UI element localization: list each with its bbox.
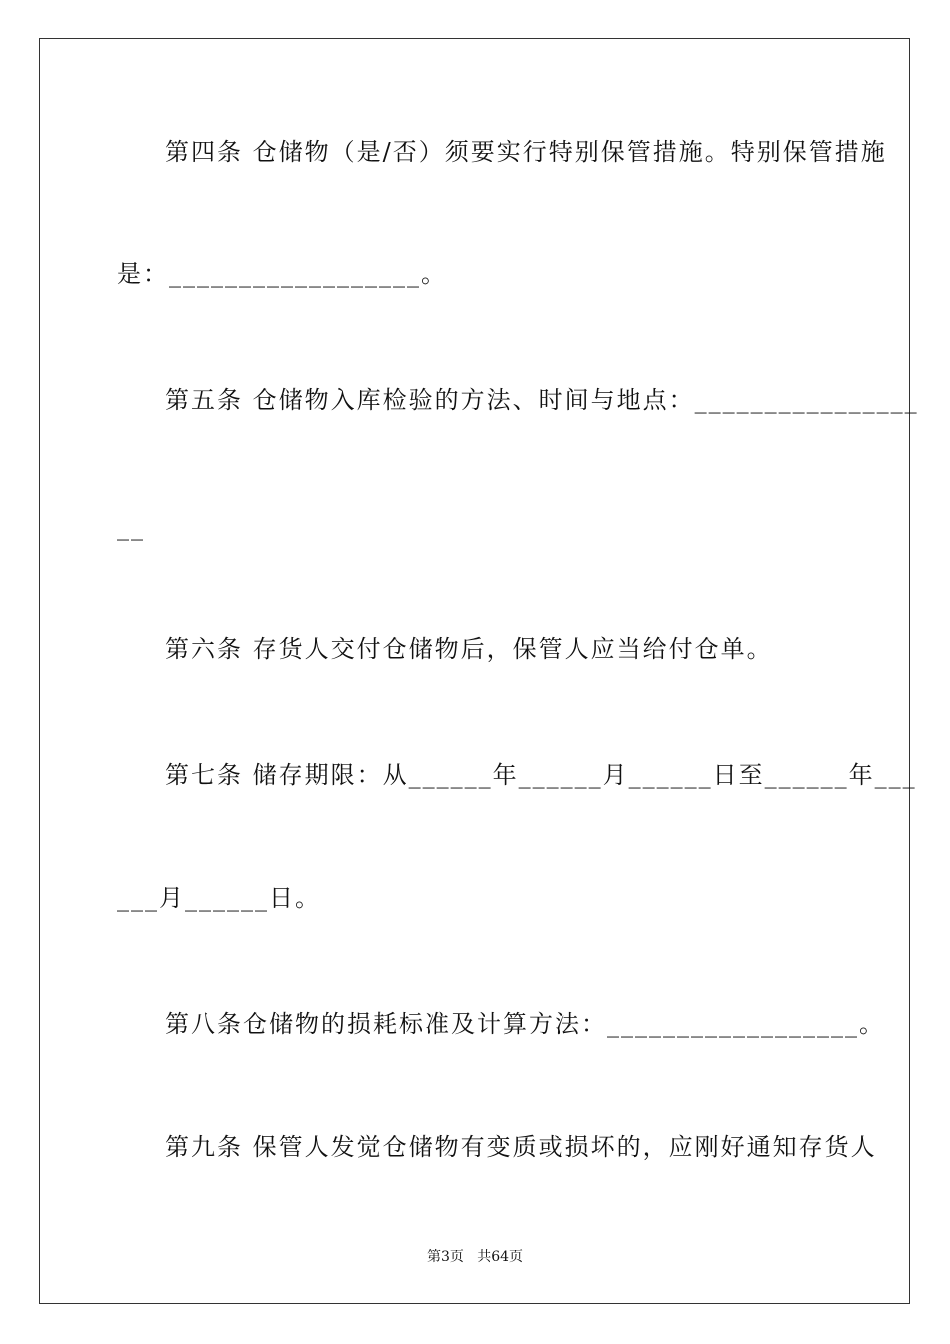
article-9-line-1: 第九条 保管人发觉仓储物有变质或损坏的，应刚好通知存货人 bbox=[165, 1133, 877, 1161]
page-border bbox=[39, 38, 910, 1304]
page-number-footer: 第3页 共64页 bbox=[426, 1249, 524, 1265]
article-7-line-1: 第七条 储存期限：从______年______月______日至______年___ bbox=[165, 761, 917, 789]
article-7-line-2: ___月______日。 bbox=[117, 884, 321, 912]
article-5-line-1: 第五条 仓储物入库检验的方法、时间与地点：________________ bbox=[165, 386, 919, 414]
article-5-line-2: __ bbox=[117, 513, 145, 541]
article-4-line-2: 是：__________________。 bbox=[117, 260, 447, 288]
article-6-line-1: 第六条 存货人交付仓储物后，保管人应当给付仓单。 bbox=[165, 635, 773, 663]
article-8-line-1: 第八条仓储物的损耗标准及计算方法：__________________。 bbox=[165, 1010, 885, 1038]
article-4-line-1: 第四条 仓储物（是/否）须要实行特别保管措施。特别保管措施 bbox=[165, 138, 887, 166]
